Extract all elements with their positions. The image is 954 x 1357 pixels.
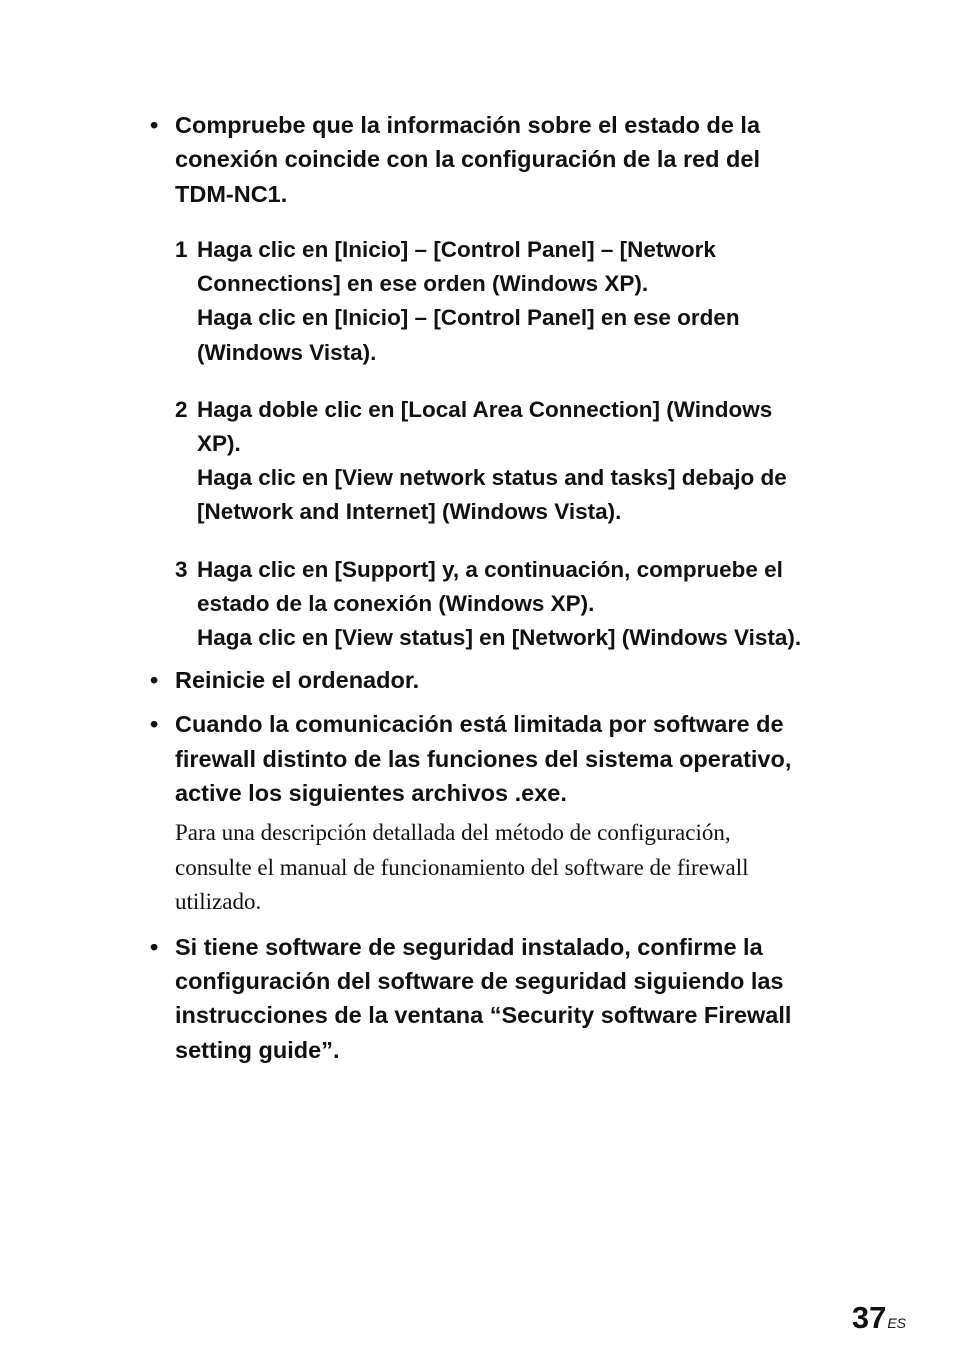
step-list [175, 233, 880, 655]
step-text-line: [Network and Internet] (Windows Vista). [197, 499, 622, 525]
page-language-code: ES [887, 1315, 906, 1331]
bullet-text-line: instrucciones de la ventana “Security software Firewall [175, 1002, 792, 1029]
bullet-text-line: active los siguientes archivos .exe. [175, 780, 567, 807]
bullet-marker: • [150, 667, 159, 694]
step-number: 1 [175, 236, 188, 262]
bullet-text-line: Cuando la comunicación está limitada por software de [175, 711, 784, 738]
step-3 [175, 553, 880, 656]
step-text-line: Connections] en ese orden (Windows XP). [197, 271, 649, 297]
note-text-line: consulte el manual de funcionamiento del software de firewall [175, 854, 749, 880]
bullet-restart-computer [150, 663, 880, 697]
step-text-line: Haga clic en [Support] y, a continuación, compruebe el [197, 556, 783, 582]
note-text-line: utilizado. [175, 889, 262, 915]
note-text-line: Para una descripción detallada del método de configuración, [175, 820, 731, 846]
page-number [852, 1300, 906, 1336]
step-1 [175, 233, 880, 370]
step-text-line: XP). [197, 430, 241, 456]
bullet-marker: • [150, 112, 159, 138]
bullet-text-line: Reinicie el ordenador. [175, 667, 420, 694]
firewall-note [175, 816, 880, 920]
step-2 [175, 393, 880, 530]
step-text-line: Haga doble clic en [Local Area Connection] (Windows [197, 396, 773, 422]
page-number-value: 37 [851, 1300, 887, 1335]
step-text-line: Haga clic en [Inicio] – [Control Panel] – [Network [197, 236, 716, 262]
bullet-text-line: Compruebe que la información sobre el estado de la [175, 112, 761, 138]
step-text-line: (Windows Vista). [197, 339, 377, 365]
page-content [150, 108, 880, 1067]
bullet-text-line: conexión coincide con la configuración de la red del [175, 146, 761, 173]
step-number: 2 [175, 396, 188, 422]
step-number: 3 [175, 556, 188, 582]
step-text-line: Haga clic en [View network status and tasks] debajo de [197, 465, 787, 491]
bullet-text-line: firewall distinto de las funciones del sistema operativo, [175, 745, 792, 772]
step-text-line: Haga clic en [View status] en [Network] (Windows Vista). [197, 624, 802, 650]
bullet-firewall-exe [150, 707, 880, 810]
bullet-text-line: configuración del software de seguridad siguiendo las [175, 968, 784, 995]
bullet-text-line: Si tiene software de seguridad instalado, confirme la [175, 933, 763, 960]
bullet-marker: • [150, 933, 159, 960]
step-text-line: Haga clic en [Inicio] – [Control Panel] en ese orden [197, 305, 740, 331]
bullet-text-line: setting guide”. [175, 1036, 340, 1063]
bullet-text-line: TDM-NC1. [175, 180, 288, 207]
step-text-line: estado de la conexión (Windows XP). [197, 590, 595, 616]
bullet-security-software [150, 930, 880, 1067]
bullet-marker: • [150, 711, 159, 738]
bullet-check-connection-status [150, 108, 880, 211]
